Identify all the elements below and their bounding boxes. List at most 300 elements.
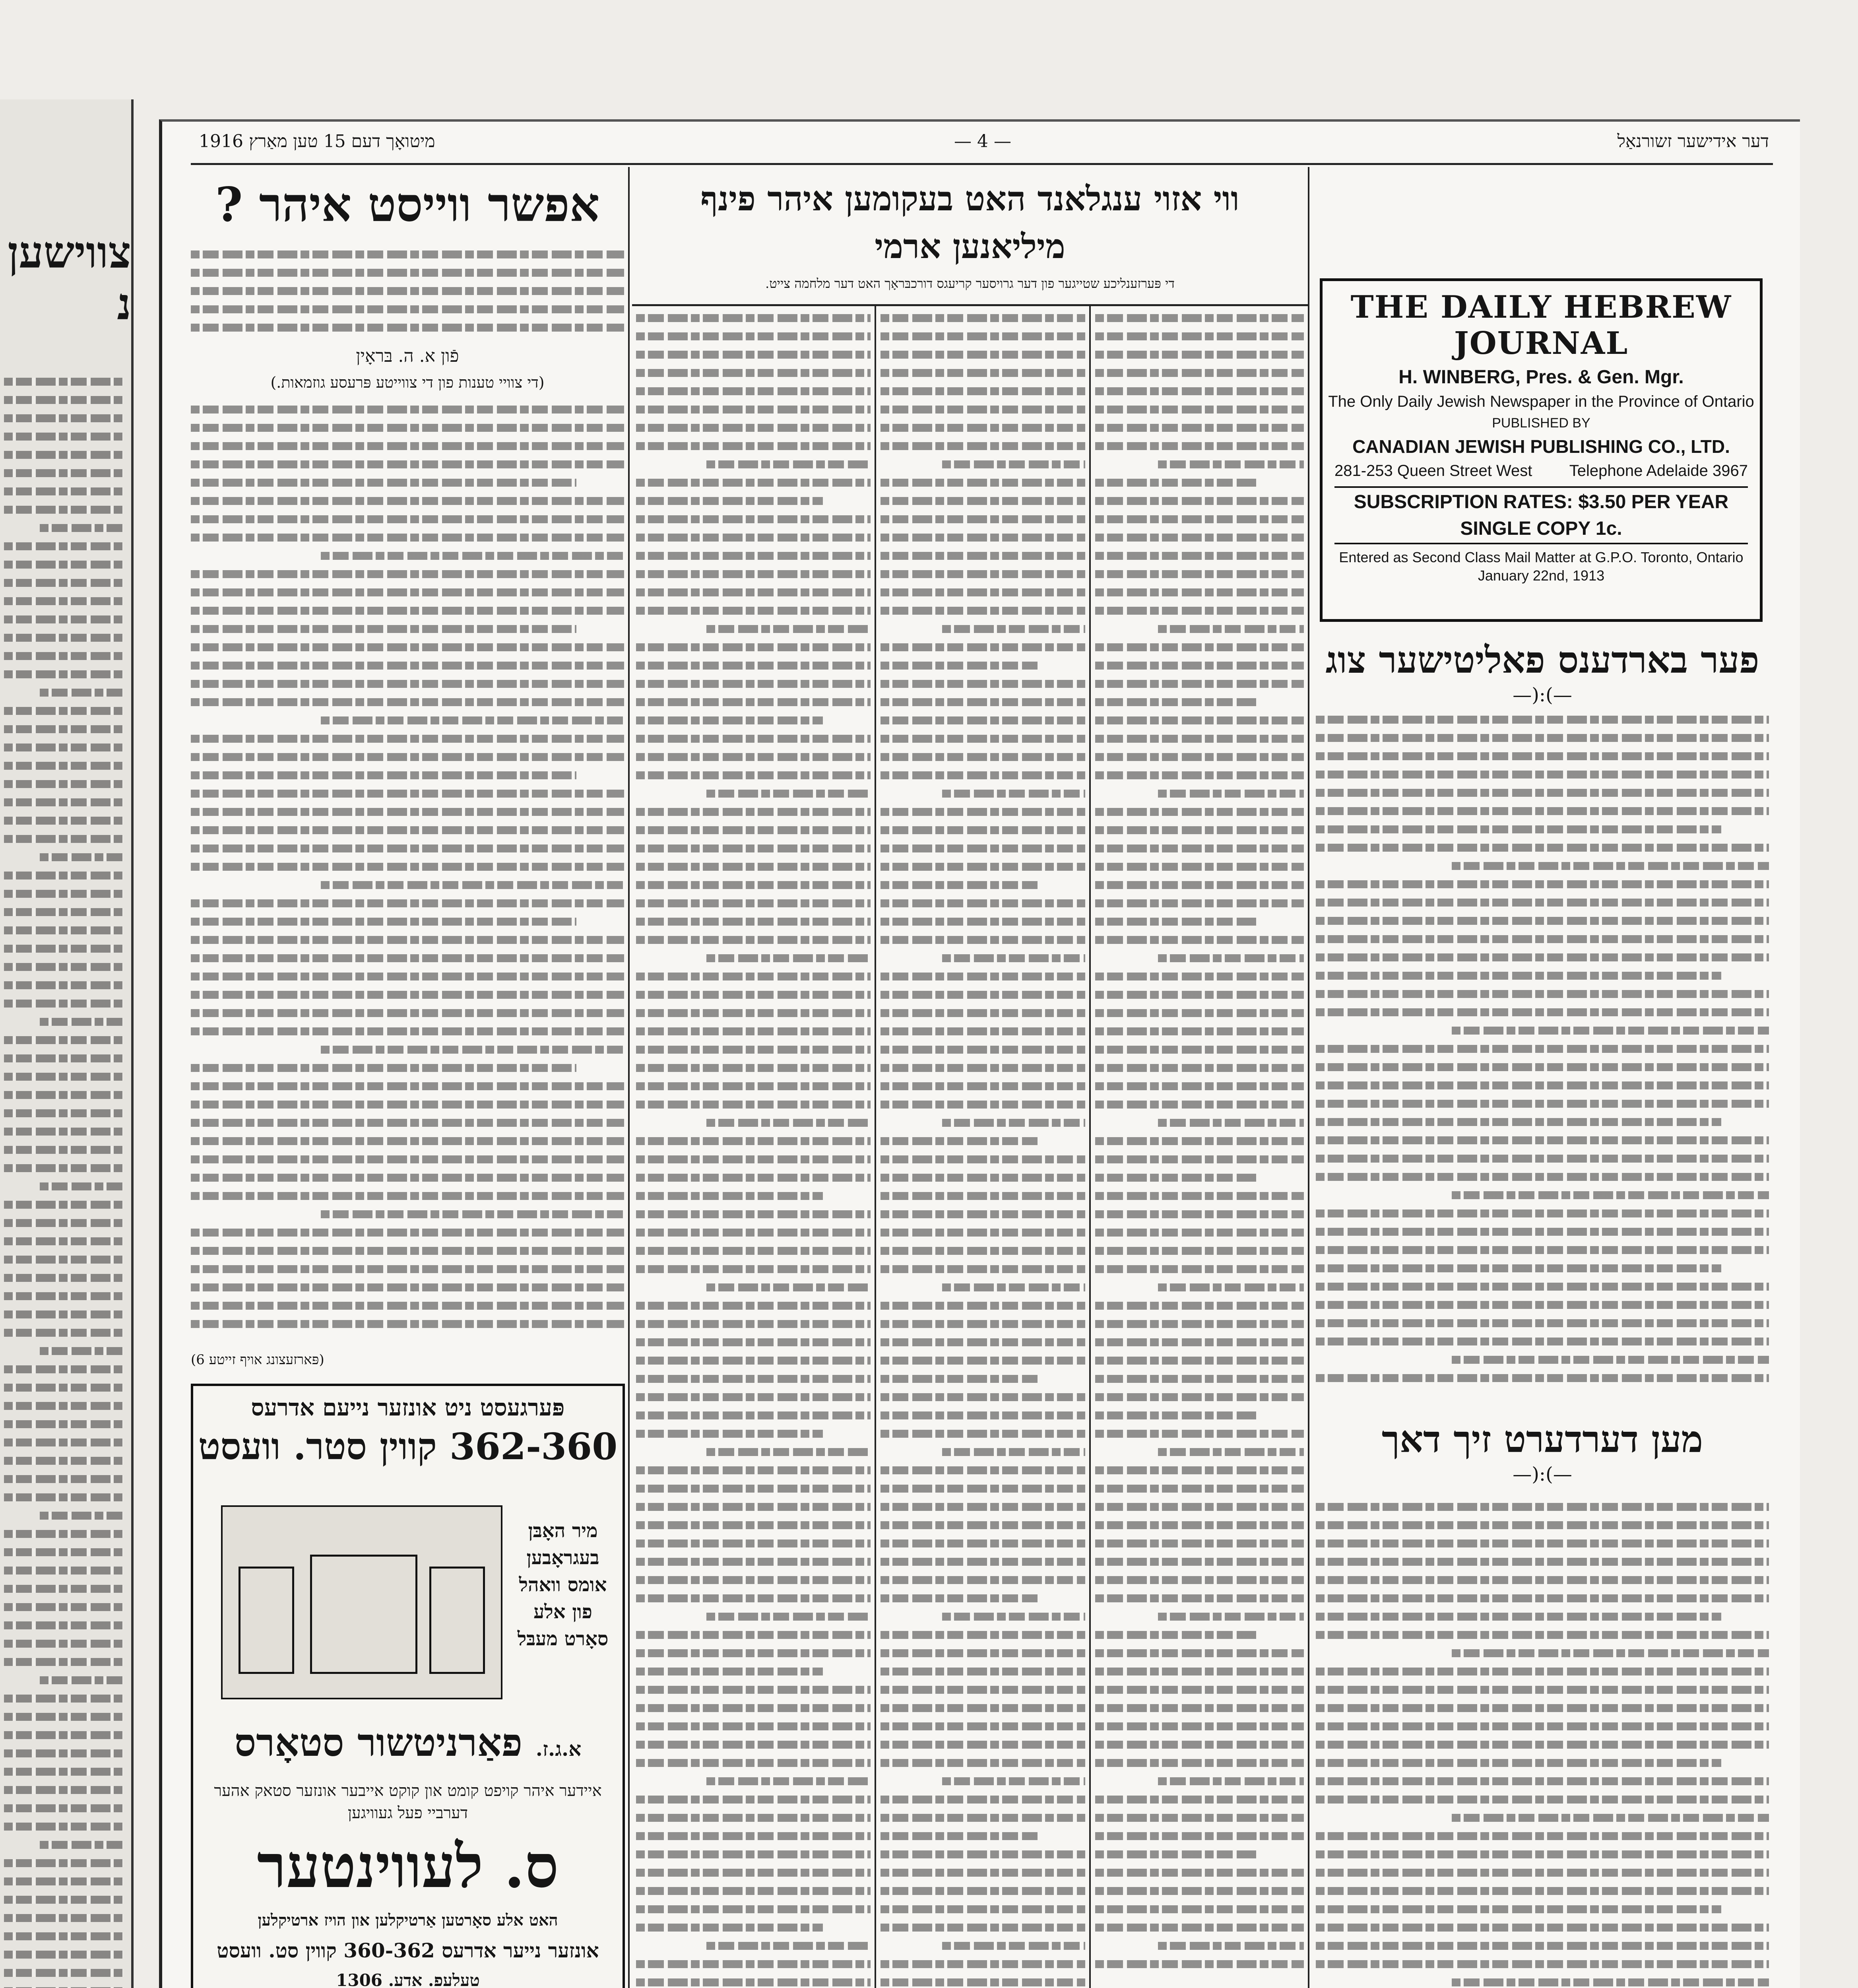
text-line xyxy=(881,1101,1085,1109)
furniture-illustration xyxy=(221,1505,502,1699)
text-line xyxy=(636,863,871,871)
center-article-subheadline: מיליאנען ארמי xyxy=(875,227,1065,266)
text-line xyxy=(4,1365,123,1373)
text-line xyxy=(1095,314,1304,322)
text-line xyxy=(1095,588,1304,596)
text-line xyxy=(636,1576,871,1584)
text-line xyxy=(636,1686,871,1694)
right-column xyxy=(1316,628,1769,1988)
text-line xyxy=(636,808,871,816)
text-line xyxy=(706,460,871,468)
text-line xyxy=(636,936,871,944)
text-line xyxy=(191,460,624,468)
text-line xyxy=(4,1457,123,1465)
text-line xyxy=(4,1036,123,1044)
text-line xyxy=(1316,1374,1769,1382)
text-line xyxy=(636,662,871,670)
text-line xyxy=(881,1924,1085,1932)
furniture-store-ad xyxy=(191,1384,625,1988)
text-line xyxy=(1095,643,1304,651)
previous-page-strip xyxy=(0,99,134,1988)
text-line xyxy=(1316,1338,1769,1345)
furniture-owner-name: ס. לעווינטער xyxy=(257,1831,559,1901)
text-line xyxy=(321,716,624,724)
text-line xyxy=(4,1786,123,1794)
text-line xyxy=(191,991,624,999)
text-line xyxy=(636,1009,871,1017)
text-line xyxy=(1095,918,1256,926)
text-line xyxy=(4,542,123,550)
text-line xyxy=(1095,1137,1304,1145)
text-line xyxy=(636,515,871,523)
text-line xyxy=(636,1741,871,1749)
text-line xyxy=(4,963,123,971)
text-line xyxy=(881,588,1085,596)
text-line xyxy=(1452,862,1769,870)
text-line xyxy=(881,1814,1085,1822)
text-line xyxy=(942,1448,1086,1456)
text-line xyxy=(191,1247,624,1255)
text-line xyxy=(191,442,624,450)
furniture-new-address: אונזער נייער אדרעס 360-362 קווין סט. וועסט xyxy=(217,1939,599,1962)
text-line xyxy=(1316,1540,1769,1547)
text-line xyxy=(4,1201,123,1209)
text-line xyxy=(1095,1064,1304,1072)
text-line xyxy=(1316,1301,1769,1309)
text-line xyxy=(4,1146,123,1154)
left-article-body xyxy=(191,406,624,1338)
center-mid-text xyxy=(881,314,1085,1988)
previous-page-text xyxy=(0,378,131,1988)
text-line xyxy=(942,954,1086,962)
text-line xyxy=(881,1594,1038,1602)
text-line xyxy=(4,1969,123,1977)
text-line xyxy=(191,625,576,633)
text-line xyxy=(1316,1081,1769,1089)
text-line xyxy=(636,1887,871,1895)
text-line xyxy=(1316,1942,1769,1950)
text-line xyxy=(1316,1905,1721,1913)
text-line xyxy=(881,369,1085,377)
text-line xyxy=(881,936,1085,944)
armchair-right-icon xyxy=(429,1567,485,1674)
text-line xyxy=(1316,1704,1769,1712)
text-line xyxy=(881,351,1085,359)
text-line xyxy=(4,1493,123,1501)
text-line xyxy=(321,552,624,560)
text-line xyxy=(1316,1209,1769,1217)
text-line xyxy=(881,771,1085,779)
furniture-phone: טעלעפ. אדע. 1306 xyxy=(336,1971,480,1988)
text-line xyxy=(1316,1668,1769,1675)
column-rule-2 xyxy=(875,306,876,1988)
left-article xyxy=(191,175,624,1368)
text-line xyxy=(636,1210,871,1218)
text-line xyxy=(636,570,871,578)
text-line xyxy=(4,945,123,953)
text-line xyxy=(4,1603,123,1611)
text-line xyxy=(4,1310,123,1318)
text-line xyxy=(706,1777,871,1785)
text-line xyxy=(1316,1631,1769,1639)
text-line xyxy=(4,561,123,569)
text-line xyxy=(881,826,1085,834)
text-line xyxy=(636,1704,871,1712)
text-line xyxy=(1158,1777,1304,1785)
right-article-1-text xyxy=(1316,716,1769,1392)
text-line xyxy=(4,597,123,605)
text-line xyxy=(881,863,1085,871)
text-line xyxy=(636,1924,823,1932)
text-line xyxy=(881,1229,1085,1237)
right-article-1-mark: —):(— xyxy=(1513,684,1572,706)
text-line xyxy=(1095,1558,1304,1566)
text-line xyxy=(881,1850,1085,1858)
text-line xyxy=(636,735,871,743)
text-line xyxy=(881,973,1085,980)
text-line xyxy=(636,899,871,907)
text-line xyxy=(4,1932,123,1940)
text-line xyxy=(1095,1759,1304,1767)
text-line xyxy=(191,1192,624,1200)
text-line xyxy=(1095,406,1304,414)
text-line xyxy=(1095,1210,1304,1218)
text-line xyxy=(191,479,576,487)
text-line xyxy=(881,1503,1085,1511)
text-line xyxy=(1316,752,1769,760)
text-line xyxy=(881,479,1085,487)
text-line xyxy=(1095,479,1256,487)
furniture-owner-sub: האט אלע סאָרטען אַרטיקלען און הויז ארטיקלען xyxy=(258,1911,558,1930)
text-line xyxy=(1095,991,1304,999)
text-line xyxy=(191,305,624,313)
text-line xyxy=(706,790,871,798)
text-line xyxy=(40,1182,123,1190)
text-line xyxy=(881,1302,1085,1310)
text-line xyxy=(191,250,624,258)
text-line xyxy=(881,1485,1085,1493)
text-line xyxy=(1316,1924,1769,1932)
text-line xyxy=(881,1192,1085,1200)
right-article-1-headline: פער בארדענס פאליטישער צוג xyxy=(1325,639,1759,681)
center-left-text xyxy=(636,314,871,1988)
text-line xyxy=(1316,953,1769,961)
text-line xyxy=(881,406,1085,414)
text-line xyxy=(4,451,123,459)
text-line xyxy=(1095,936,1304,944)
text-line xyxy=(191,936,624,944)
text-line xyxy=(4,1256,123,1264)
text-line xyxy=(4,1128,123,1136)
furniture-store-suffix: א.ג.ז. xyxy=(535,1737,582,1761)
text-line xyxy=(1095,1540,1304,1547)
text-line xyxy=(1316,1722,1769,1730)
center-right-column xyxy=(1095,314,1304,1988)
text-line xyxy=(1316,935,1769,943)
text-line xyxy=(636,351,871,359)
text-line xyxy=(1095,1649,1304,1657)
text-line xyxy=(1316,1759,1721,1767)
text-line xyxy=(1095,1722,1304,1730)
text-line xyxy=(4,1877,123,1885)
text-line xyxy=(191,808,624,816)
text-line xyxy=(636,1558,871,1566)
text-line xyxy=(321,1046,624,1054)
text-line xyxy=(40,1347,123,1355)
center-mid-column xyxy=(881,314,1085,1988)
text-line xyxy=(636,479,871,487)
text-line xyxy=(636,314,871,322)
text-line xyxy=(636,918,871,926)
text-line xyxy=(1095,1869,1304,1877)
right-article-2-mark: —):(— xyxy=(1513,1463,1572,1485)
text-line xyxy=(191,1137,624,1145)
text-line xyxy=(4,1585,123,1593)
text-line xyxy=(1095,332,1304,340)
text-line xyxy=(636,588,871,596)
text-line xyxy=(1316,1045,1769,1053)
masthead-tagline: The Only Daily Jewish Newspaper in the Province of Ontario xyxy=(1328,393,1754,410)
text-line xyxy=(4,414,123,422)
masthead-title: THE DAILY HEBREW JOURNAL xyxy=(1350,289,1732,361)
text-line xyxy=(4,1274,123,1282)
text-line xyxy=(1095,1814,1304,1822)
text-line xyxy=(1452,1191,1769,1199)
text-line xyxy=(636,1905,871,1913)
text-line xyxy=(191,1082,624,1090)
center-article-headline: ווי אזוי ענגלאנד האט בעקומען איהר פינף xyxy=(700,179,1239,218)
left-article-continued: (פּארזעצונג אויף זייטע 6) xyxy=(191,1352,324,1368)
text-line xyxy=(1452,1978,1769,1986)
dateline-date: מיטואָך דעם 15 טען מאַרץ 1916 xyxy=(199,131,435,151)
text-line xyxy=(706,1448,871,1456)
text-line xyxy=(881,387,1085,395)
furniture-ad-top-line: פּערגעסט ניט אונזער נייעם אדרעס xyxy=(251,1394,565,1421)
text-line xyxy=(636,1375,871,1383)
text-line xyxy=(1316,1264,1721,1272)
text-line xyxy=(4,908,123,916)
text-line xyxy=(636,1869,871,1877)
text-line xyxy=(881,1411,1085,1419)
text-line xyxy=(4,1237,123,1245)
text-line xyxy=(1095,1887,1304,1895)
text-line xyxy=(4,780,123,788)
text-line xyxy=(1095,973,1304,980)
text-line xyxy=(1095,1594,1304,1602)
text-line xyxy=(191,269,624,277)
right-article-2-headline: מען דערדערט זיך דאך xyxy=(1381,1418,1703,1461)
text-line xyxy=(636,387,871,395)
text-line xyxy=(191,918,576,926)
text-line xyxy=(881,1869,1085,1877)
text-line xyxy=(881,1668,1085,1675)
text-line xyxy=(191,973,624,980)
text-line xyxy=(1095,1357,1304,1365)
text-line xyxy=(881,607,1085,615)
text-line xyxy=(4,1402,123,1410)
text-line xyxy=(191,1101,624,1109)
left-article-byline: פֿון א. ה. בּראָין xyxy=(356,346,459,366)
text-line xyxy=(636,1338,871,1346)
text-line xyxy=(191,753,624,761)
text-line xyxy=(636,607,871,615)
text-line xyxy=(1095,570,1304,578)
text-line xyxy=(881,899,1085,907)
text-line xyxy=(4,1695,123,1703)
text-line xyxy=(1316,1118,1721,1126)
text-line xyxy=(636,698,871,706)
text-line xyxy=(1095,771,1304,779)
text-line xyxy=(1158,1448,1304,1456)
text-line xyxy=(881,1722,1085,1730)
text-line xyxy=(1158,625,1304,633)
text-line xyxy=(636,1229,871,1237)
text-line xyxy=(881,1320,1085,1328)
text-line xyxy=(636,1393,871,1401)
text-line xyxy=(4,890,123,898)
text-line xyxy=(191,826,624,834)
text-line xyxy=(4,1896,123,1904)
text-line xyxy=(881,1686,1085,1694)
text-line xyxy=(636,1082,871,1090)
text-line xyxy=(881,1540,1085,1547)
text-line xyxy=(191,1174,624,1182)
text-line xyxy=(191,1119,624,1127)
left-article-subhead: (די צוויי טענות פון די צווייטע פּרעסע גוזמאות.) xyxy=(270,374,545,391)
text-line xyxy=(636,1796,871,1804)
text-line xyxy=(191,1320,624,1328)
text-line xyxy=(4,744,123,751)
text-line xyxy=(4,1292,123,1300)
text-line xyxy=(636,1668,823,1675)
text-line xyxy=(191,1064,576,1072)
text-line xyxy=(1316,716,1769,724)
text-line xyxy=(1095,1485,1304,1493)
text-line xyxy=(636,1101,871,1109)
text-line xyxy=(1095,1905,1304,1913)
text-line xyxy=(1095,753,1304,761)
text-line xyxy=(4,1420,123,1428)
column-rule-3 xyxy=(1089,306,1091,1988)
text-line xyxy=(191,287,624,295)
text-line xyxy=(4,872,123,879)
text-line xyxy=(1316,1228,1769,1236)
text-line xyxy=(191,406,624,414)
text-line xyxy=(4,926,123,934)
text-line xyxy=(881,881,1038,889)
masthead-published-by: PUBLISHED BY xyxy=(1492,415,1590,431)
text-line xyxy=(636,369,871,377)
text-line xyxy=(1095,1850,1256,1858)
text-line xyxy=(191,1265,624,1273)
text-line xyxy=(881,1832,1038,1840)
text-line xyxy=(881,332,1085,340)
text-line xyxy=(636,1046,871,1054)
text-line xyxy=(636,1814,871,1822)
text-line xyxy=(881,1704,1085,1712)
text-line xyxy=(706,1613,871,1621)
text-line xyxy=(1316,1136,1769,1144)
text-line xyxy=(636,1540,871,1547)
furniture-store-name xyxy=(193,1720,623,1765)
text-line xyxy=(881,918,1085,926)
text-line xyxy=(1158,460,1304,468)
text-line xyxy=(1316,1777,1769,1785)
text-line xyxy=(1316,1796,1769,1804)
text-line xyxy=(636,1649,871,1657)
text-line xyxy=(1316,917,1769,925)
text-line xyxy=(191,680,624,688)
text-line xyxy=(4,579,123,587)
text-line xyxy=(191,1283,624,1291)
text-line xyxy=(1095,534,1304,542)
text-line xyxy=(1095,1924,1304,1932)
text-line xyxy=(1095,1192,1304,1200)
text-line xyxy=(1095,1741,1304,1749)
text-line xyxy=(881,643,1085,651)
text-line xyxy=(706,1283,871,1291)
text-line xyxy=(881,497,1085,505)
text-line xyxy=(1095,1229,1304,1237)
dateline-page-number: — 4 — xyxy=(954,131,1011,151)
text-line xyxy=(636,753,871,761)
text-line xyxy=(1095,1338,1304,1346)
text-line xyxy=(1095,1247,1304,1255)
text-line xyxy=(4,725,123,733)
masthead-publisher: H. WINBERG, Pres. & Gen. Mgr. xyxy=(1398,367,1684,388)
text-line xyxy=(1095,1411,1256,1419)
text-line xyxy=(1095,716,1304,724)
text-line xyxy=(191,954,624,962)
text-line xyxy=(636,991,871,999)
text-line xyxy=(4,1951,123,1959)
text-line xyxy=(1095,1631,1256,1639)
text-line xyxy=(881,1796,1085,1804)
text-line xyxy=(636,552,871,560)
text-line xyxy=(636,1137,871,1145)
text-line xyxy=(40,1841,123,1849)
text-line xyxy=(881,1338,1085,1346)
text-line xyxy=(4,1164,123,1172)
text-line xyxy=(1095,552,1304,560)
furniture-ad-side-text: מיר האָבּן בעגראָבען אומס וואהל פון אלע סאָרט מעבּל xyxy=(517,1520,609,1650)
text-line xyxy=(321,881,624,889)
text-line xyxy=(881,1558,1085,1566)
text-line xyxy=(636,1430,823,1438)
text-line xyxy=(942,790,1086,798)
dateline-paper-name: דער אידישער זשורנאַל xyxy=(1617,131,1769,151)
text-line xyxy=(4,1749,123,1757)
text-line xyxy=(191,424,624,432)
text-line xyxy=(4,1804,123,1812)
text-line xyxy=(636,1503,871,1511)
text-line xyxy=(1095,863,1304,871)
text-line xyxy=(881,552,1085,560)
text-line xyxy=(191,1229,624,1237)
text-line xyxy=(1095,1320,1304,1328)
text-line xyxy=(1316,1832,1769,1840)
text-line xyxy=(1316,1594,1769,1602)
text-line xyxy=(191,1027,624,1035)
text-line xyxy=(1316,1155,1769,1163)
text-line xyxy=(636,534,871,542)
text-line xyxy=(4,1621,123,1629)
text-line xyxy=(1158,954,1304,962)
text-line xyxy=(4,469,123,477)
text-line xyxy=(1316,1246,1769,1254)
text-line xyxy=(191,790,624,798)
text-line xyxy=(1095,1393,1304,1401)
